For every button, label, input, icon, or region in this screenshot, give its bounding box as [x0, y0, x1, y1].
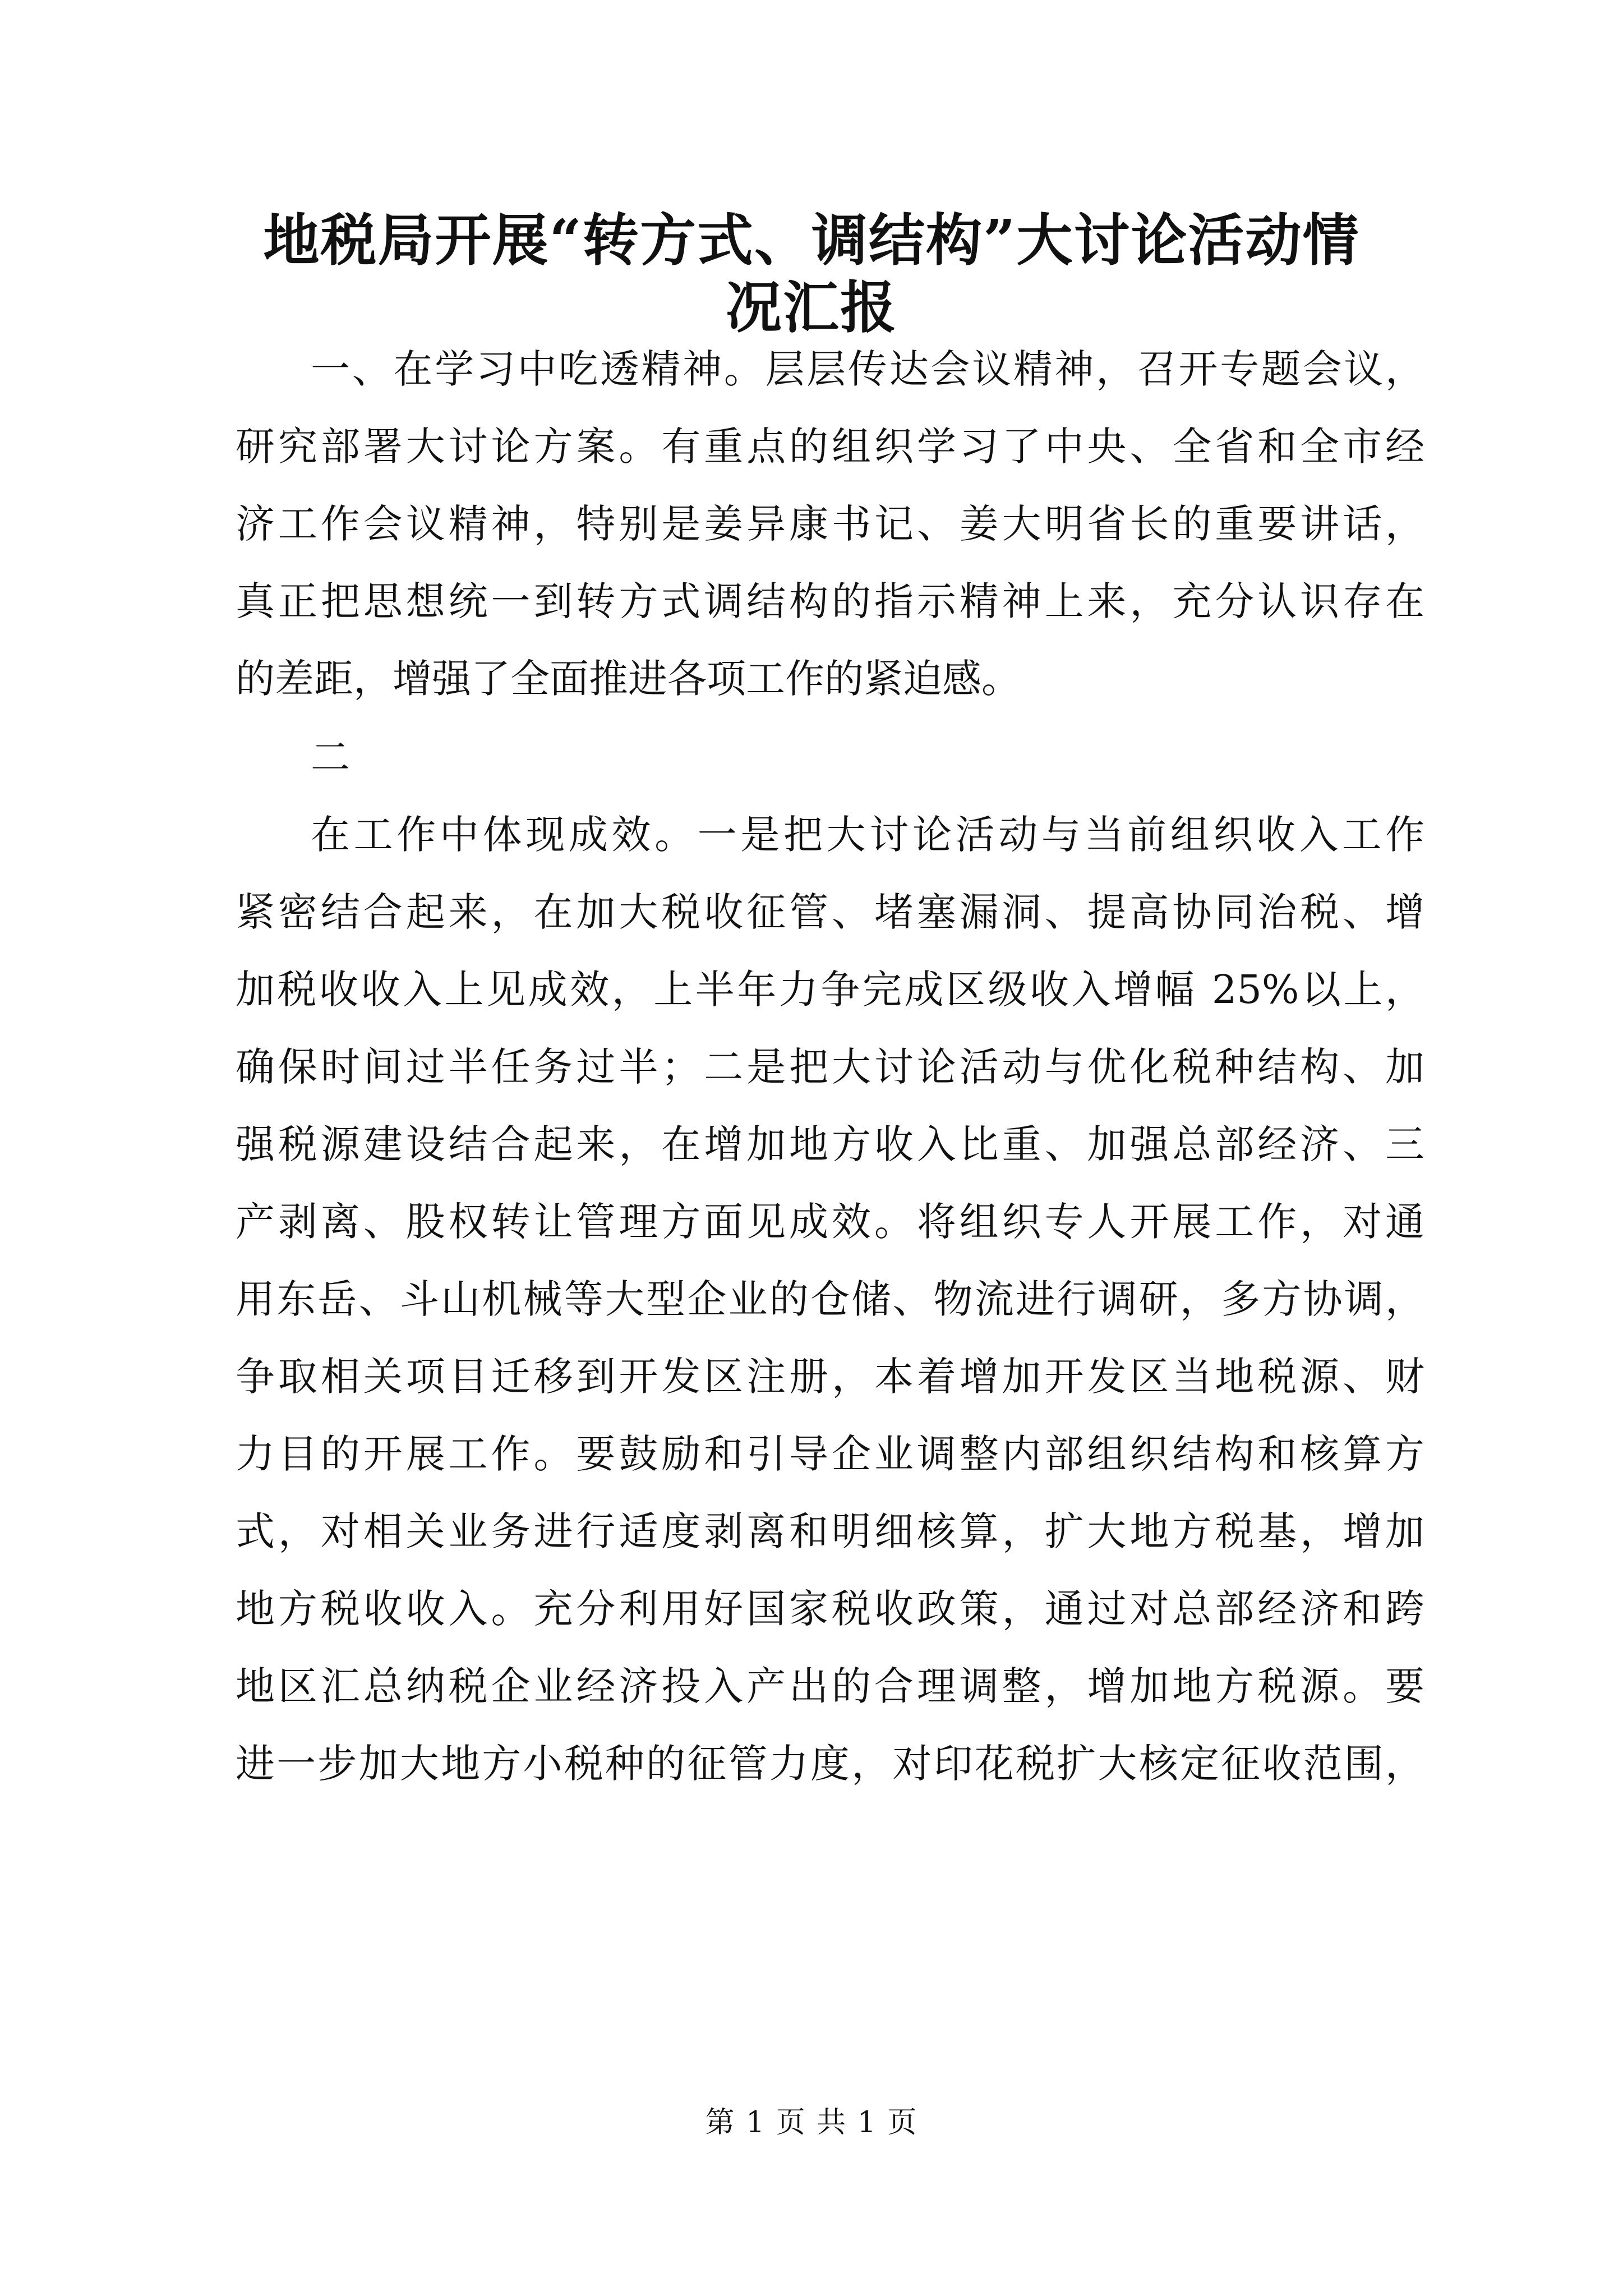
paragraph-1-line-3: 济工作会议精神，特别是姜异康书记、姜大明省长的重要讲话，: [236, 501, 1424, 547]
document-title-line-1: 地税局开展“转方式、调结构”大讨论活动情: [263, 207, 1360, 273]
paragraph-3-line-1: 在工作中体现成效。一是把大讨论活动与当前组织收入工作: [311, 812, 1424, 858]
paragraph-3-line-13: 进一步加大地方小税种的征管力度，对印花税扩大核定征收范围，: [236, 1741, 1424, 1787]
paragraph-3-line-7: 用东岳、斗山机械等大型企业的仓储、物流进行调研，多方协调，: [236, 1276, 1424, 1322]
paragraph-3-line-10: 式，对相关业务进行适度剥离和明细核算，扩大地方税基，增加: [236, 1508, 1424, 1554]
paragraph-1-line-2: 研究部署大讨论方案。有重点的组织学习了中央、全省和全市经: [236, 424, 1424, 470]
paragraph-3-line-4: 确保时间过半任务过半；二是把大讨论活动与优化税种结构、加: [236, 1044, 1424, 1090]
section-heading-two: 二: [311, 734, 350, 780]
paragraph-3-line-8: 争取相关项目迁移到开发区注册，本着增加开发区当地税源、财: [236, 1354, 1424, 1400]
paragraph-1-line-1: 一、在学习中吃透精神。层层传达会议精神，召开专题会议，: [311, 346, 1424, 392]
paragraph-3-line-9: 力目的开展工作。要鼓励和引导企业调整内部组织结构和核算方: [236, 1431, 1424, 1477]
paragraph-1-line-4: 真正把思想统一到转方式调结构的指示精神上来，充分认识存在: [236, 578, 1424, 624]
paragraph-3-line-6: 产剥离、股权转让管理方面见成效。将组织专人开展工作，对通: [236, 1199, 1424, 1245]
paragraph-3-line-12: 地区汇总纳税企业经济投入产出的合理调整，增加地方税源。要: [236, 1663, 1424, 1709]
paragraph-1-line-5: 的差距，增强了全面推进各项工作的紧迫感。: [236, 656, 1021, 702]
document-title-line-2: 况汇报: [726, 274, 897, 341]
page-footer: 第 1 页 共 1 页: [705, 2106, 918, 2139]
paragraph-3-line-11: 地方税收收入。充分利用好国家税收政策，通过对总部经济和跨: [236, 1586, 1424, 1632]
paragraph-3-line-3: 加税收收入上见成效，上半年力争完成区级收入增幅 25%以上，: [236, 967, 1424, 1013]
paragraph-3-line-5: 强税源建设结合起来，在增加地方收入比重、加强总部经济、三: [236, 1121, 1424, 1167]
paragraph-3-line-2: 紧密结合起来，在加大税收征管、堵塞漏洞、提高协同治税、增: [236, 889, 1424, 935]
